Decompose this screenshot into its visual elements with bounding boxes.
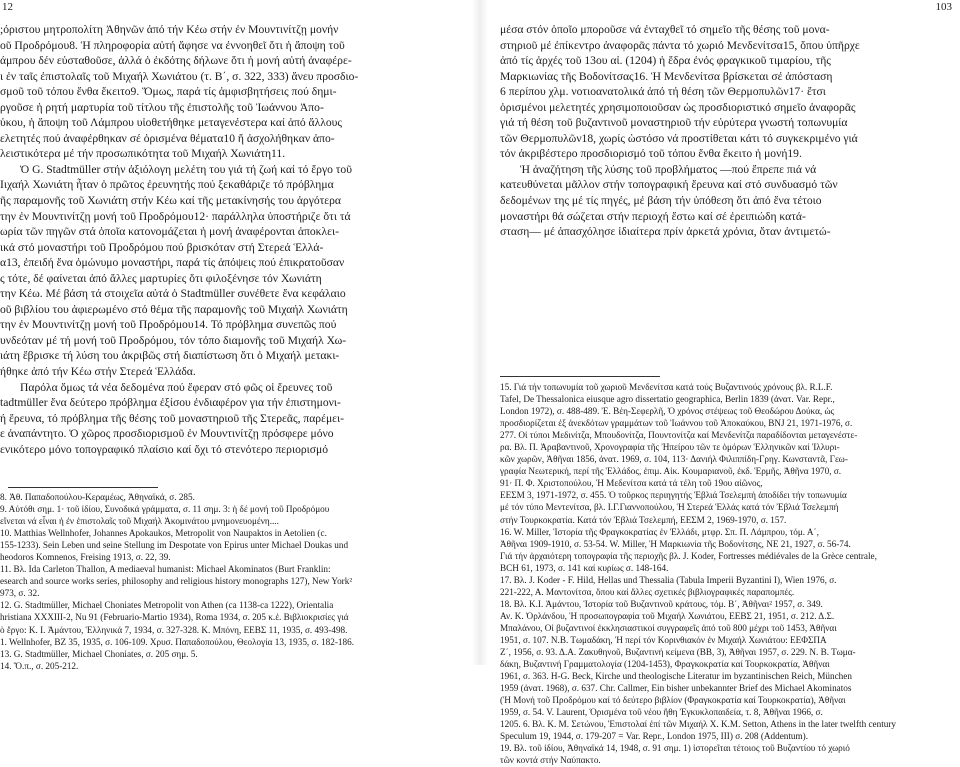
body-line: ῆς παραμονῆς τοῦ Χωνιάτη στήν Κέω καί τῆς μετακίνησής του ἀργότερα bbox=[0, 194, 342, 208]
footnote-line: Αν. Κ. Ὀρλάνδου, Ἡ προσωπογραφία τοῦ Μιχαήλ Χωνιάτου, ΕΕΒΣ 21, 1951, σ. 212. Δ.Σ. bbox=[500, 610, 835, 621]
body-line: ὐκου, ἡ ἄποψη τοῦ Λάμπρου υἱοθετήθηκε μεταγενέστερα καί ἀπό ἄλλους bbox=[0, 116, 342, 130]
footnote-line: 1959 (ἀνατ. 1968), σ. 637. Chr. Callmer, Ein bisher unbekannter Brief des Michael Akominatos bbox=[500, 683, 852, 694]
footnote-line: Tafel, De Thessalonica eiusque agro dissertatio geographica, Berlin 1839 (ἀνατ. Var. Repr., bbox=[500, 394, 835, 405]
body-line: οῦ Προδρόμου8. Ἡ πληροφορία αὐτή ἄφησε να ἐννοηθεῖ ὅτι ἡ ἄποψη τοῦ bbox=[0, 38, 345, 52]
body-line: ε ἀναπάντητο. Ὁ χῶρος προσδιορισμοῦ ἐν Μουντινίτζῃ πρόσφερε μόνο bbox=[0, 427, 334, 441]
page-number: 103 bbox=[935, 1, 952, 13]
body-line: την Κέω. Μέ βάση τά στοιχεῖα αὐτά ὁ Stadtmüller συνέθετε ἕνα κεφάλαιο bbox=[0, 287, 346, 301]
footnote-line: Ζ΄, 1956, σ. 93. Δ.Α. Ζακυθηνοῦ, Βυζαντινή κείμενα (BB, 3), Ἀθῆναι 1957, σ. 229. Ν. Β. Τωμα- bbox=[500, 647, 856, 658]
footnote-line: (Ἡ Μονή τοῦ Προδρόμου καί τό δεύτερο βιβλίον (Φραγκοκρατία καί Τουρκοκρατία), Ἀθῆναι bbox=[500, 695, 846, 706]
body-line: δεδομένων της μέ τίς πηγές, μέ βάση τήν ὑπόθεση ὅτι ἀπό ἕνα τέτοιο bbox=[500, 194, 822, 208]
footnote-line: heodoros Komnenos, Freising 1913, σ. 22, 39. bbox=[0, 552, 171, 563]
body-line: λειστικότερα μέ τήν προσωπικότητα τοῦ Μιχαήλ Χωνιάτη11. bbox=[0, 147, 286, 161]
body-line: Παρόλα ὅμως τά νέα δεδομένα πού ἔφεραν στό φῶς οἱ ἔρευνες τοῦ bbox=[20, 380, 333, 394]
body-line: ὁρισμένοι μελετητές χρησιμοποιοῦσαν ὡς προσδιοριστικό σημεῖο ἀναφορᾶς bbox=[500, 100, 856, 114]
footnote-line: προσδιορίζεται ἐξ ἀνεκδότων γραμμάτων τοῦ Ἰωάννου τοῦ Ἀποκαύκου, ΒΝJ 21, 1971-1976, σ. bbox=[500, 418, 853, 429]
body-line: ς τότε, δέ φαίνεται ἀπό ἄλλες μαρτυρίες ὅτι φιλοξένησε τόν Χωνιάτη bbox=[0, 271, 322, 285]
left-page bbox=[0, 0, 470, 671]
footnote-line: 11. Βλ. Ida Carleton Thallon, A mediaeval humanist: Michael Akominatos (Burt Franklin: bbox=[0, 564, 331, 575]
footnote-line: 1959, σ. 54. V. Laurent, Ὁρισμένα τοῦ νέου ἥθη Ἐγκυκλοπαιδεία, τ. 8, Ἀθῆναι 1966, σ. bbox=[500, 707, 823, 718]
footnote-rule bbox=[8, 487, 158, 488]
footnote-line: 15. Γιά τήν τοπωνυμία τοῦ χωριοῦ Μενδενίτσα κατά τούς Βυζαντινούς χρόνους βλ. R.L.F. bbox=[500, 382, 833, 392]
footnote-line: εἴνεται νά εἶναι ἡ ἐν ἐπιστολαῖς τοῦ Μιχαήλ Ἀκομινάτου μνημονευομένη.... bbox=[0, 516, 279, 527]
body-line: ιάτη ἔβρισκε τή λύση του ἀκριβῶς στή διαπίστωση ὅτι ὁ Μιχαήλ μετακι- bbox=[0, 349, 340, 363]
footnote-line: 221-222, Α. Μαντονίτσα, ὅπου καί ἄλλες σχετικές βιβλιογραφικές παραπομπές. bbox=[500, 586, 795, 597]
footnote-line: esearch and source works series, philosophy and religious history monographs 127), New York² bbox=[0, 576, 353, 587]
body-line: μοναστήρι θά σώζεται στήν περιοχή ἔστω καί σέ ἐρειπιώδη κατά- bbox=[500, 209, 806, 223]
body-line: γιά τή θέση τοῦ βυζαντινοῦ μοναστηριοῦ τήν εὐρύτερα γνωστή τοπωνυμία bbox=[500, 116, 848, 130]
footnote-line: 8. Ἀθ. Παπαδοπούλου-Κεραμέως, Ἀθηναϊκά, σ. 285. bbox=[0, 492, 195, 502]
footnote-line: Μπαλάνου, Οἱ βυζαντινοί ἐκκλησιαστικοί συγγραφεῖς ἀπό τοῦ 800 μέχρι τοῦ 1453, Ἀθῆναι bbox=[500, 622, 837, 633]
main-text bbox=[0, 22, 466, 457]
body-line: την ἐν Μουντινίτζῃ μονή τοῦ Προδρόμου14. Τό πρόβλημα συνεπῶς πού bbox=[0, 318, 337, 332]
footnote-line: Γιά τήν ἀρχαιότερη τοπογραφία τῆς περιοχῆς βλ. J. Koder, Fortresses médiévales de la Grèce centrale, bbox=[500, 550, 877, 561]
body-line: σμοῦ τοῦ τόπου ἔνθα ἔκειτο9. Ὅμως, παρά τίς ἀμφισβητήσεις πού δημι- bbox=[0, 85, 337, 99]
body-line: ωρία τῶν πηγῶν στά ὁποῖα κατονομάζεται ἡ μονή ἀναφέρονται ἀποκλει- bbox=[0, 225, 339, 239]
footnote-line: 12. G. Stadtmüller, Michael Choniates Metropolit von Athen (ca 1138-ca 1222), Orientalia bbox=[0, 600, 334, 611]
body-line: 6 περίπου χλμ. νοτιοανατολικά ἀπό τή θέση τῶν Θερμοπυλῶν17· ἔτσι bbox=[500, 85, 826, 99]
footnote-line: 1951, σ. 107. Ν.Β. Τωμαδάκη, Ἡ περί τόν Κορινθιακόν ἐν Μιχαήλ Χωνιάτου: ΕΕΦΣΠΑ bbox=[500, 634, 827, 645]
footnote-line: στήν Τουρκοκρατία. Κατά τόν Ἐβλιά Τσελεμπή, ΕΕΣΜ 2, 1969-1970, σ. 157. bbox=[500, 514, 787, 525]
footnote-line: 1. Wellnhofer, BZ 35, 1935, σ. 106-109. Χρυσ. Παπαδοπούλου, Θεολογία 13, 1935, σ. 182-186. bbox=[0, 636, 354, 647]
footnote-line: 91· Π. Φ. Χριστοπούλου, Ἡ Μεδενίτσα κατά τά τέλη τοῦ 19ου αἰῶνος, bbox=[500, 478, 763, 489]
footnote-line: 1205. 6. Βλ. Κ. Μ. Σετώνου, Ἐπιστολαί ἐπί τῶν Μιχαήλ Χ. K.M. Setton, Athens in the later twelfth century bbox=[500, 719, 897, 730]
footnote-line: μέ τόν τύπο Μεντενίτσα, βλ. Ι.Γ.Γιαννοπούλου, Ἡ Στερεά Ἑλλάς κατά τόν Ἐβλιά Τσελεμπή bbox=[500, 502, 839, 513]
footnote-line: Speculum 19, 1944, σ. 179-207 = Var. Repr., London 1975, III) σ. 208 (Addentum). bbox=[500, 731, 809, 742]
body-line: ργοῦσε ἡ ρητή μαρτυρία τοῦ τίτλου τῆς ἐπιστολῆς τοῦ Ἰωάννου Ἀπο- bbox=[0, 100, 324, 114]
footnote-line: hristiana XXXIII-2, Nu 91 (Februario-Martio 1934), Roma 1934, σ. 205 κ.ἑ. Βιβλιοκρισίες γιά bbox=[0, 612, 349, 623]
footnote-line: 973, σ. 32. bbox=[0, 588, 40, 599]
footnote-line: 16. W. Miller, Ἱστορία τῆς Φραγκοκρατίας ἐν Ἑλλάδι, μτφρ. Σπ. Π. Λάμπρου, τόμ. Α΄, bbox=[500, 526, 819, 537]
footnotes bbox=[500, 381, 948, 767]
footnote-line: 277. Οἱ τύποι Μεδινίτζα, Μπουδονίτζα, Πουντονίτζα καί Μενδενίτζα παραδίδονται μεταγενέστε- bbox=[500, 430, 858, 441]
body-line: τόν ἀκριβέστερο προσδιορισμό τοῦ τόπου ἔνθα ἔκειτο ἡ μονή19. bbox=[500, 147, 802, 161]
body-line: άμπρου δέν εὐσταθοῦσε, ἀλλά ὁ ἐκδότης δήλωνε ὅτι ἡ μονή αὐτή ἀναφέρε- bbox=[0, 54, 352, 68]
body-line: στηριοῦ μέ ἐπίκεντρο ἀναφορᾶς πάντα τό χωριό Μενδενίτσα15, ὅπου ὑπῆρχε bbox=[500, 38, 860, 52]
footnote-line: 155-1233). Sein Leben und seine Stellung im Despotate von Epirus unter Michael Doukas und bbox=[0, 540, 349, 551]
right-page bbox=[490, 0, 960, 766]
body-line: την ἐν Μουντινίτζῃ μονή τοῦ Προδρόμου12· παράλληλα ὑποστήριζε ὅτι τά bbox=[0, 209, 351, 223]
body-line: ή ἔρευνα, τό πρόβλημα τῆς θέσης τοῦ μοναστηριοῦ τῆς Στερεᾶς, παρέμει- bbox=[0, 411, 345, 425]
footnote-line: ρα. Βλ. Π. Ἀραβαντινοῦ, Χρονογραφία τῆς Ἠπείρου τῶν τε ὁμόρων Ἑλληνικῶν καί Ἰλλυρι- bbox=[500, 442, 840, 453]
body-line: ενικότερο μόνο τοπογραφικό πλαίσιο καί ὄχι τό στενότερο περιορισμό bbox=[0, 442, 329, 456]
page-number: 12 bbox=[2, 1, 13, 13]
body-line: τῶν Θερμοπυλῶν18, χωρίς ὡστόσο νά προστίθεται κάτι τό συγκεκριμένο γιά bbox=[500, 131, 858, 145]
footnote-line: 1961, σ. 363. H-G. Beck, Kirche und theologische Literatur im byzantinischen Reich, München bbox=[500, 671, 852, 682]
footnote-line: 14. Ὅ.π., σ. 205-212. bbox=[0, 660, 79, 671]
body-line: ήθηκε ἀπό τήν Κέω στήν Στερεά Ἑλλάδα. bbox=[0, 365, 196, 379]
footnote-line: τῶν κοντά στήν Ναύπακτο. bbox=[500, 755, 601, 766]
body-line: ικά στό μοναστήρι τοῦ Προδρόμου πού βρισκόταν στή Στερεά Ἑλλά- bbox=[0, 240, 324, 254]
body-line: ι ἐν ταῖς ἐπιστολαῖς τοῦ Μιχαήλ Χωνιάτου (τ. Β΄, σ. 322, 333) ἄνευ προσδιο- bbox=[0, 69, 359, 83]
footnote-line: Ἀθῆναι 1909-1910, σ. 53-54. W. Miller, Ἡ Μαρκιωνία τῆς Βοδονίτσης, ΝΕ 21, 1927, σ. 56-74. bbox=[500, 538, 851, 549]
body-line: οῦ βιβλίου του ἀφιερωμένο στό θέμα τῆς παραμονῆς τοῦ Μιχαήλ Χωνιάτη bbox=[0, 302, 348, 316]
footnote-line: ΕΕΣΜ 3, 1971-1972, σ. 455. Ὁ τοῦρκος περιηγητής Ἐβλιά Τσελεμπή ἀποδίδει τήν τοπωνυμία bbox=[500, 490, 847, 501]
footnote-line: London 1972), σ. 488-489. Ἐ. Βέη-Σεφερλῆ, Ὁ χρόνος στέψεως τοῦ Θεοδώρου Δούκα, ὡς bbox=[500, 406, 835, 417]
footnote-line: 10. Matthias Wellnhofer, Johannes Apokaukos, Metropolit von Naupaktos in Aetolien (c. bbox=[0, 528, 327, 539]
body-line: Ιιχαήλ Χωνιάτη ἦταν ὁ πρῶτος ἐρευνητής πού ξεκαθάριζε τό πρόβλημα bbox=[0, 178, 334, 192]
body-line: ;όριστου μητροπολίτη Ἀθηνῶν ἀπό τήν Κέω στήν ἐν Μουντινίτζῃ μονήν bbox=[0, 23, 339, 36]
body-line: κατευθύνεται μᾶλλον στήν τοπογραφική ἔρευνα καί στό συνδυασμό τῶν bbox=[500, 178, 838, 192]
footnote-line: ὸ ἔργο: Κ. Ι. Ἀμάντου, Ἑλληνικά 7, 1934, σ. 327-328. Κ. Μπόνη, ΕΕΒΣ 11, 1935, σ. 493-498. bbox=[0, 624, 348, 635]
body-line: ἀπό τίς ἀρχές τοῦ 13ου αἰ. (1204) ἡ ἕδρα ἐνός φραγκικοῦ τιμαρίου, τῆς bbox=[500, 54, 831, 68]
footnote-line: δάκη, Βυζαντινή Γραμματολογία (1204-1453), Φραγκοκρατία καί Τουρκοκρατία, Ἀθῆναι bbox=[500, 659, 830, 670]
footnotes bbox=[0, 491, 466, 672]
body-line: σταση— μέ ἀπασχόλησε ἰδιαίτερα πρίν ἀρκετά χρόνια, ὅταν ἀντιμετώ- bbox=[500, 225, 831, 239]
footnote-line: 9. Αὐτόθι σημ. 1· τοῦ ἰδίου, Συνοδικά γράμματα, σ. 11 σημ. 3: ἡ δέ μονή τοῦ Προδρόμου bbox=[0, 504, 330, 515]
footnote-line: 18. Βλ. Κ.Ι. Ἀμάντου, Ἱστορία τοῦ Βυζαντινοῦ κράτους, τόμ. Β΄, Ἀθῆναι² 1957, σ. 349. bbox=[500, 598, 823, 609]
body-line: α13, ἐπειδή ἕνα ὁμώνυμο μοναστήρι, παρά τίς ἀπόψεις πού ἐπικρατοῦσαν bbox=[0, 256, 345, 270]
body-line: Ἡ ἀναζήτηση τῆς λύσης τοῦ προβλήματος —πού ἔπρεπε πιά νά bbox=[520, 162, 817, 176]
footnote-line: 17. Βλ. J. Koder - F. Hild, Hellas und Thessalia (Tabula Imperii Byzantini I), Wien 1976, σ. bbox=[500, 574, 837, 585]
main-text bbox=[500, 22, 948, 240]
footnote-rule bbox=[500, 376, 660, 377]
footnote-line: κῶν χωρῶν, Ἀθῆναι 1856, ἀνατ. 1969, σ. 104, 113· Δανιήλ Φιλιππίδη-Γρηγ. Κωνσταντᾶ, Γεω- bbox=[500, 454, 848, 465]
body-line: μέσα στόν ὁποῖο μποροῦσε νά ἐνταχθεῖ τό σημεῖο τῆς θέσης τοῦ μονα- bbox=[500, 23, 830, 36]
body-line: ελετητές πού ἀναφέρθηκαν σέ ὁρισμένα θέματα10 ἤ ἀσχολήθηκαν ἀπο- bbox=[0, 131, 335, 145]
footnote-line: 19. Βλ. τοῦ ἰδίου, Ἀθηναϊκά 14, 1948, σ. 91 σημ. 1) ἱστορεῖται τέτοιος τοῦ Βυζαντίου τό χωριό bbox=[500, 743, 850, 754]
body-line: υνδεόταν μέ τή μονή τοῦ Προδρόμου, τόν τόπο διαμονῆς τοῦ Μιχαήλ Χω- bbox=[0, 333, 347, 347]
body-line: Ὁ G. Stadtmüller στήν ἀξιόλογη μελέτη του γιά τή ζωή καί τό ἔργο τοῦ bbox=[20, 162, 352, 176]
footnote-line: 13. G. Stadtmüller, Michael Choniates, σ. 205 σημ. 5. bbox=[0, 648, 198, 659]
body-line: tadtmüller ἕνα δεύτερο πρόβλημα ἐξίσου ἐνδιαφέρον για τήν ἐπιστημονι- bbox=[0, 396, 341, 410]
book-gutter bbox=[472, 0, 488, 665]
footnote-line: BCH 61, 1973, σ. 141 καί κυρίως σ. 148-164. bbox=[500, 562, 669, 573]
footnote-line: γραφία Νεωτερική, περί τῆς Ἑλλάδος, ἐπιμ. Αἰκ. Κουμαριανοῦ, ἐκδ. Ἑρμῆς, Ἀθῆνα 1970, σ. bbox=[500, 466, 842, 477]
body-line: Μαρκιωνίας τῆς Βοδονίτσας16. Ἡ Μενδενίτσα βρίσκεται σέ ἀπόσταση bbox=[500, 69, 833, 83]
